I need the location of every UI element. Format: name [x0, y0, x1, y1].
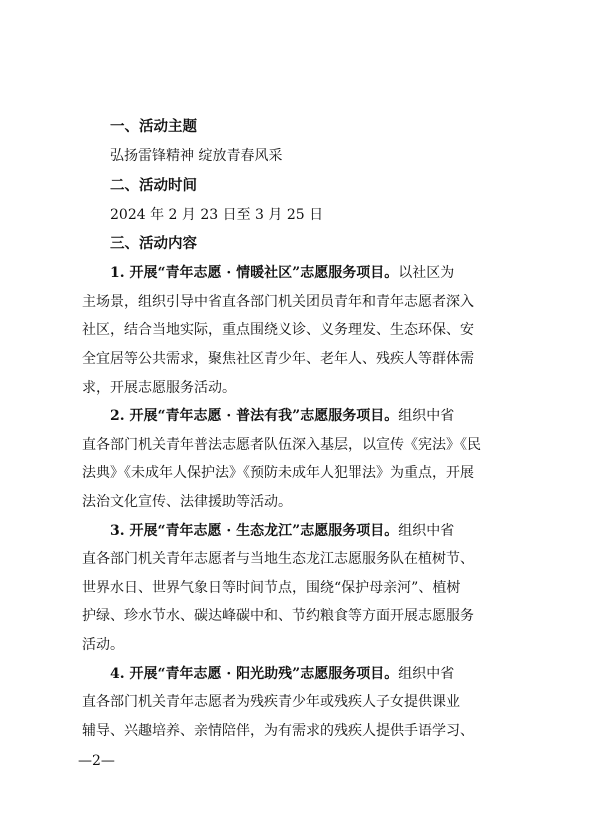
paragraph-line: 社区，结合当地实际，重点围绕义诊、义务理发、生态环保、安 — [82, 322, 474, 339]
paragraph-line: 直各部门机关青年志愿者与当地生态龙江志愿服务队在植树节、 — [82, 551, 474, 568]
content-item-1 — [82, 259, 522, 402]
item-lead-rest: 以社区为 — [398, 265, 455, 282]
paragraph-line — [82, 402, 522, 431]
paragraph-line: 直各部门机关青年志愿者为残疾青少年或残疾人子女提供课业 — [82, 694, 460, 711]
time-text: 2024 年 2 月 23 日至 3 月 25 日 — [110, 206, 324, 223]
paragraph-line: 护绿、珍水节水、碳达峰碳中和、节约粮食等方面开展志愿服务 — [82, 608, 474, 625]
paragraph-line: 活动。 — [82, 636, 124, 653]
page-number: —2— — [78, 753, 115, 769]
theme-text: 弘扬雷锋精神 绽放青春风采 — [110, 148, 283, 164]
section-heading-content: 三、活动内容 — [110, 236, 197, 253]
item-lead: 3. 开展“青年志愿 · 生态龙江”志愿服务项目。 — [110, 522, 399, 539]
item-lead-rest: 组织中省 — [398, 408, 455, 425]
paragraph-line: 全宜居等公共需求，聚焦社区青少年、老年人、残疾人等群体需 — [82, 350, 474, 367]
item-lead-rest: 组织中省 — [398, 522, 455, 539]
paragraph-line: 法治文化宣传、法律援助等活动。 — [82, 493, 292, 510]
section-heading-time: 二、活动时间 — [110, 177, 197, 194]
paragraph-line: 世界水日、世界气象日等时间节点，围绕“保护母亲河”、植树 — [82, 579, 461, 596]
paragraph-line: 法典》《未成年人保护法》《预防未成年人犯罪法》为重点，开展 — [82, 465, 474, 482]
item-lead: 4. 开展“青年志愿 · 阳光助残”志愿服务项目。 — [110, 665, 399, 682]
paragraph-line: 辅导、兴趣培养、亲情陪伴，为有需求的残疾人提供手语学习、 — [82, 722, 474, 739]
paragraph-line: 求，开展志愿服务活动。 — [82, 379, 236, 396]
item-lead: 2. 开展“青年志愿 · 普法有我”志愿服务项目。 — [110, 408, 399, 425]
document-body — [82, 112, 522, 745]
paragraph-line: 直各部门机关青年普法志愿者队伍深入基层，以宣传《宪法》《民 — [82, 436, 481, 453]
paragraph-line: 主场景，组织引导中省直各部门机关团员青年和青年志愿者深入 — [82, 293, 474, 310]
paragraph-line — [82, 259, 522, 288]
paragraph-line — [82, 660, 522, 689]
content-item-4 — [82, 660, 522, 746]
content-item-3 — [82, 517, 522, 660]
item-lead-rest: 组织中省 — [398, 665, 455, 682]
paragraph-line — [82, 517, 522, 546]
content-item-2 — [82, 402, 522, 516]
item-lead: 1. 开展“青年志愿 · 情暖社区”志愿服务项目。 — [110, 265, 399, 282]
section-heading-theme: 一、活动主题 — [110, 119, 197, 135]
